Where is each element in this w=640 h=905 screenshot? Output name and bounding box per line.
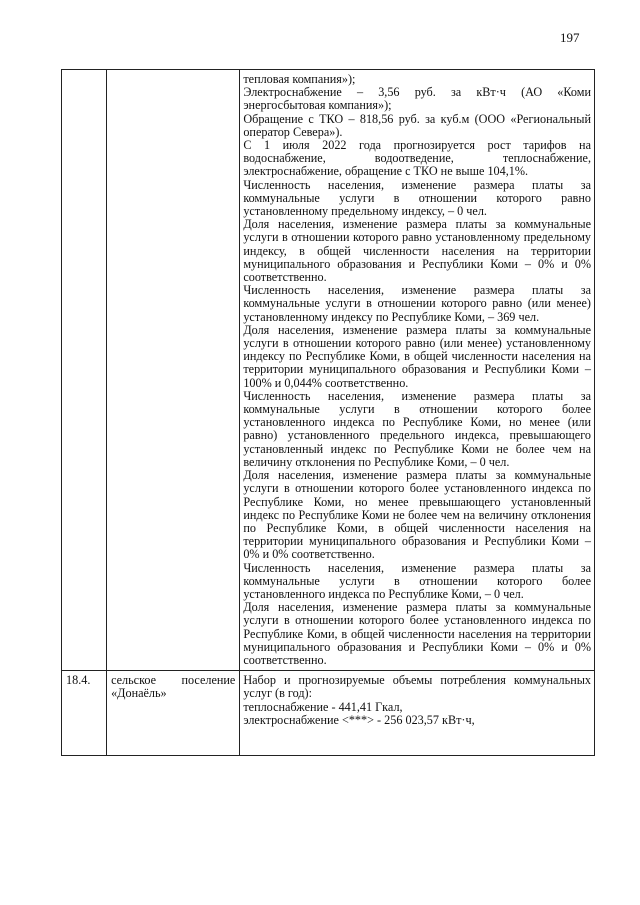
paragraph: Доля населения, изменение размера платы за коммунальные услуги в отношении которого равно (или менее) установленному индексу по Республике Коми, в общей численности населения на территории муниципального образования и Республики Коми – 100% и 0,044% соответственно. xyxy=(243,322,591,390)
page-number: 197 xyxy=(560,30,580,45)
paragraph: Численность населения, изменение размера платы за коммунальные услуги в отношении которого равно установленному предельному индексу, – 0 чел. xyxy=(243,177,591,219)
paragraph: Доля населения, изменение размера платы за коммунальные услуги в отношении которого более установленного индекса по Республике Коми, но менее превышающего установленный индекс по Республике Коми не более чем на величину отклонения по Республике Коми, в общей численности населения на территории муниципального образования и Республики Коми – 0% и 0% соответственно. xyxy=(243,468,591,562)
settlement-type: сельское поселение xyxy=(111,673,236,688)
paragraph: С 1 июля 2022 года прогнозируется рост тарифов на водоснабжение, водоотведение, теплоснабжение, электроснабжение, обращение с ТКО не выше 104,1%. xyxy=(243,138,591,179)
paragraph: Численность населения, изменение размера платы за коммунальные услуги в отношении которого равно (или менее) установленному индексу по Республике Коми, – 369 чел. xyxy=(243,283,591,324)
paragraph: электроснабжение <***> - 256 023,57 кВт·ч, xyxy=(243,712,475,727)
table-row-18-4 xyxy=(62,671,595,756)
paragraph: теплоснабжение - 441,41 Гкал, xyxy=(243,699,403,714)
settlement-cell xyxy=(107,70,240,671)
paragraph: тепловая компания»); xyxy=(243,72,356,86)
description-cell xyxy=(240,671,595,756)
paragraph: Обращение с ТКО – 818,56 руб. за куб.м (ООО «Региональный оператор Севера»). xyxy=(243,111,591,139)
description-cell xyxy=(240,70,595,671)
paragraph: Доля населения, изменение размера платы за коммунальные услуги в отношении которого равно установленному предельному индексу, в общей численности населения на территории муниципального образования и Республики Коми – 0% и 0% соответственно. xyxy=(243,217,591,285)
row-number-cell: 18.4. xyxy=(62,671,107,756)
paragraph: Электроснабжение – 3,56 руб. за кВт·ч (АО «Коми энергосбытовая компания»); xyxy=(243,85,591,113)
settlement-name: «Донаёль» xyxy=(111,686,167,701)
table-row-continued xyxy=(62,70,595,671)
paragraph: Набор и прогнозируемые объемы потребления коммунальных услуг (в год): xyxy=(243,673,591,701)
municipal-utilities-table xyxy=(61,69,595,756)
paragraph: Численность населения, изменение размера платы за коммунальные услуги в отношении которого более установленного индекса по Республике Коми, – 0 чел. xyxy=(243,560,591,601)
row-number-cell xyxy=(62,70,107,671)
paragraph: Доля населения, изменение размера платы за коммунальные услуги в отношении которого более установленного индекса по Республике Коми, в общей численности населения на территории муниципального образования и Республики Коми – 0% и 0% соответственно. xyxy=(243,600,591,667)
paragraph: Численность населения, изменение размера платы за коммунальные услуги в отношении которого более установленного индекса по Республике Коми, но менее (или равно) установленного предельного индекса, превышающего установленный индекс по Республике Коми не более чем на величину отклонения по Республике Коми, – 0 чел. xyxy=(243,388,591,469)
settlement-cell xyxy=(107,671,240,756)
